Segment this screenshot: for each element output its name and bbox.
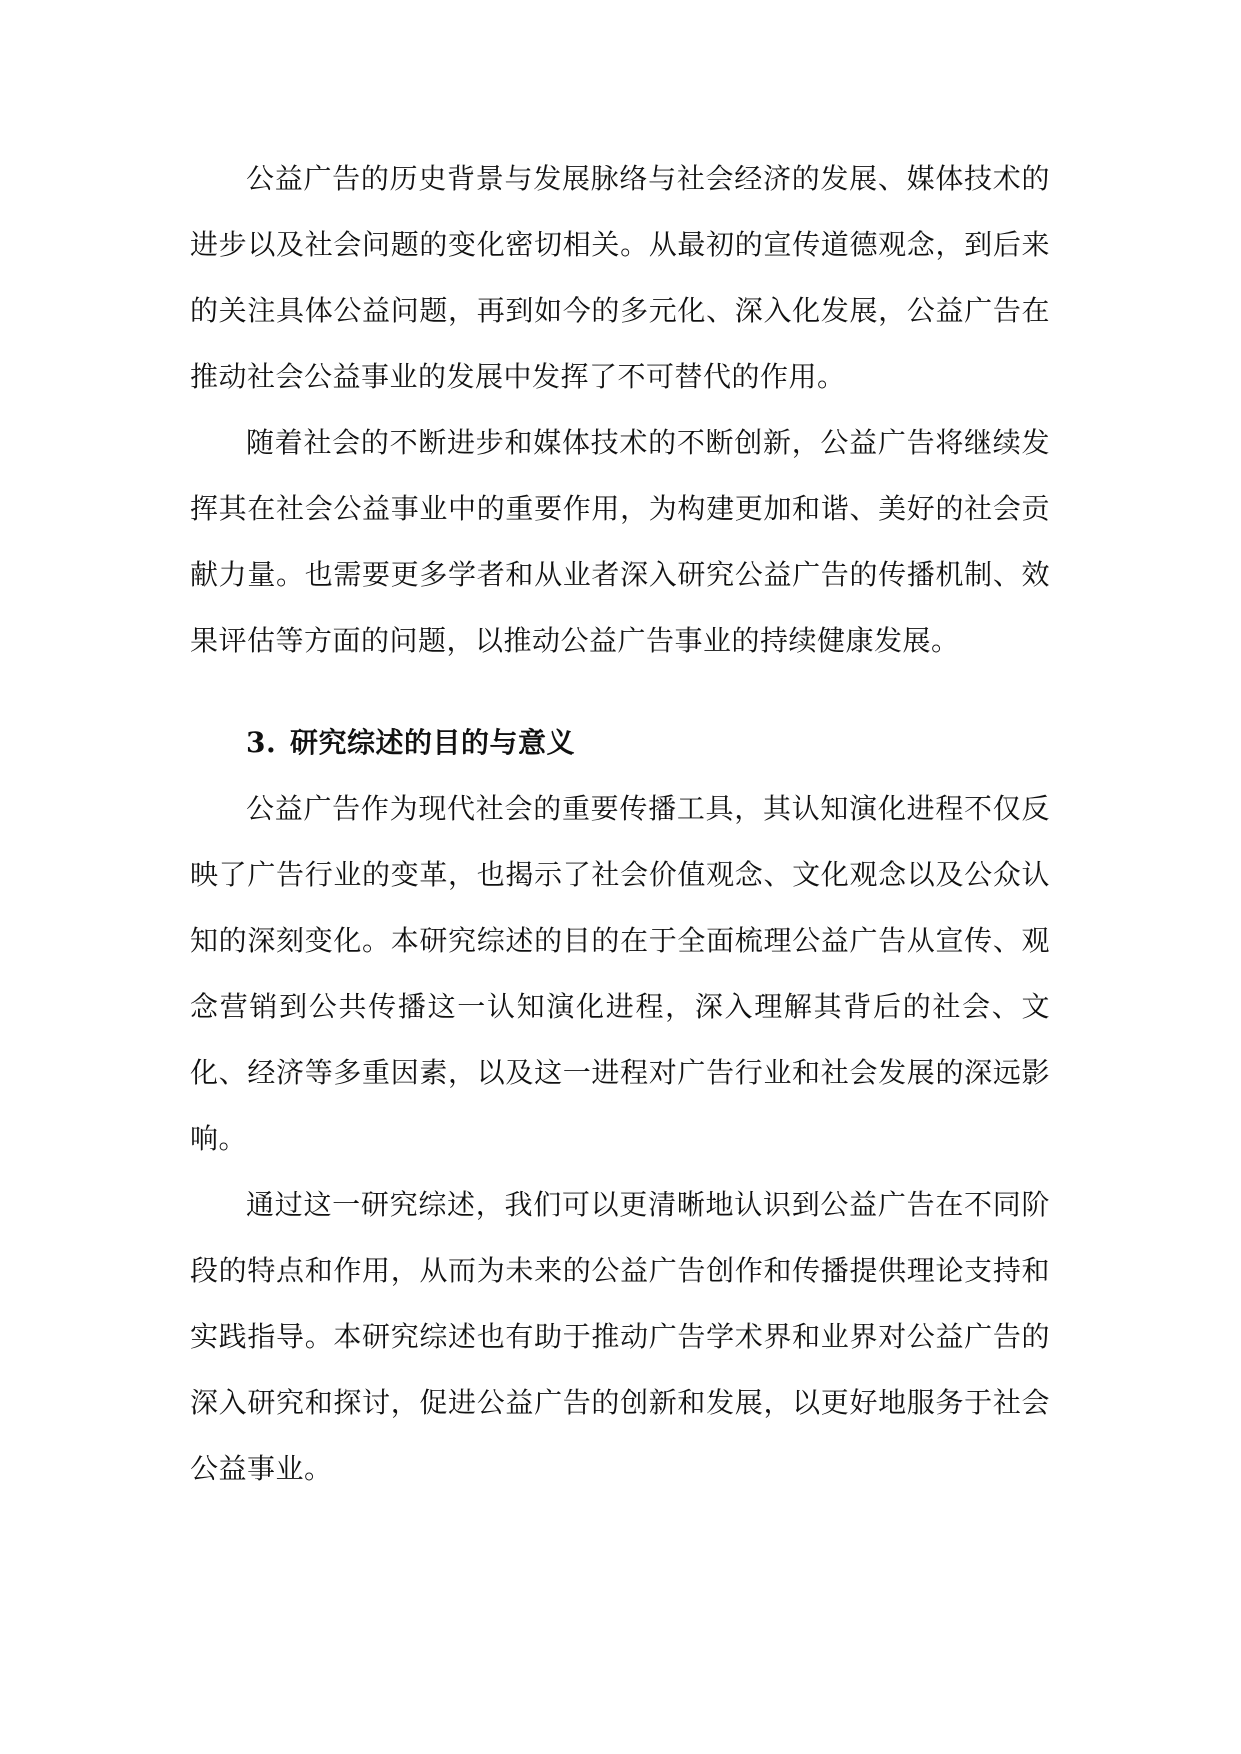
paragraph-significance: 通过这一研究综述，我们可以更清晰地认识到公益广告在不同阶段的特点和作用，从而为未来的公益广告创作和传播提供理论支持和实践指导。本研究综述也有助于推动广告学术界和业界对公益广告的深入研究和探讨，促进公益广告的创新和发展，以更好地服务于社会公益事业。 xyxy=(190,1188,1050,1485)
paragraph-history-background: 公益广告的历史背景与发展脉络与社会经济的发展、媒体技术的进步以及社会问题的变化密切相关。从最初的宣传道德观念，到后来的关注具体公益问题，再到如今的多元化、深入化发展，公益广告在推动社会公益事业的发展中发挥了不可替代的作用。 xyxy=(190,162,1050,393)
section-number: 3. xyxy=(246,726,277,759)
document-body xyxy=(190,146,1050,1502)
paragraph-future-outlook: 随着社会的不断进步和媒体技术的不断创新，公益广告将继续发挥其在社会公益事业中的重要作用，为构建更加和谐、美好的社会贡献力量。也需要更多学者和从业者深入研究公益广告的传播机制、效果评估等方面的问题，以推动公益广告事业的持续健康发展。 xyxy=(190,426,1050,657)
section-heading xyxy=(190,710,1050,776)
section-title: 研究综述的目的与意义 xyxy=(290,726,576,759)
paragraph-purpose: 公益广告作为现代社会的重要传播工具，其认知演化进程不仅反映了广告行业的变革，也揭示了社会价值观念、文化观念以及公众认知的深刻变化。本研究综述的目的在于全面梳理公益广告从宣传、观念营销到公共传播这一认知演化进程，深入理解其背后的社会、文化、经济等多重因素，以及这一进程对广告行业和社会发展的深远影响。 xyxy=(190,792,1050,1155)
